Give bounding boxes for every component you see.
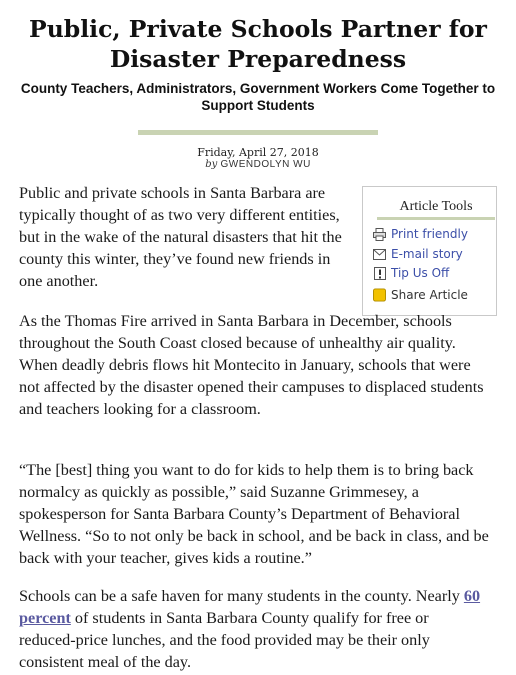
article-tools-underline: [377, 217, 495, 220]
article-date: Friday, April 27, 2018: [197, 146, 319, 159]
sixty-percent-link[interactable]: 60 percent: [19, 587, 481, 627]
share-article-link[interactable]: [373, 288, 468, 302]
email-story-label: E-mail story: [391, 247, 463, 261]
paragraph-1-text: Public and private schools in Santa Barbara are typically thought of as two very different entities, but in the wake of the natural disasters that hit the county this winter, they’ve found new friends in one another.: [19, 184, 342, 290]
print-friendly-link[interactable]: [373, 227, 468, 241]
share-icon: [373, 288, 386, 302]
article-tools-box: [362, 186, 497, 316]
author-name: GWENDOLYN WU: [220, 159, 311, 170]
printer-icon: [373, 227, 386, 241]
paragraph-2-text: As the Thomas Fire arrived in Santa Barbara in December, schools throughout the South Coast closed because of unhealthy air quality. When deadly debris flows hit Montecito in January, schools that were not affected by the disaster opened their campuses to displaced students and teachers looking for a classroom.: [19, 312, 484, 418]
print-friendly-label: Print friendly: [391, 227, 468, 241]
article-tools-title: Article Tools: [399, 199, 473, 214]
paragraph-4-end: of students in Santa Barbara County qualify for free or reduced-price lunches, and the food provided may be their only consistent meal of the day.: [19, 609, 430, 671]
article-headline: Public, Private Schools Partner for Disaster Preparedness: [29, 15, 487, 73]
envelope-icon: [373, 247, 386, 261]
paragraph-4: [19, 585, 489, 673]
alert-icon: [373, 266, 386, 280]
paragraph-1: [19, 182, 349, 292]
paragraph-4-text: [19, 585, 489, 673]
paragraph-2: [19, 310, 489, 420]
article-deck: County Teachers, Administrators, Government Workers Come Together to Support Students: [20, 81, 496, 113]
paragraph-3-text: “The [best] thing you want to do for kids to help them is to bring back normalcy as quickly as possible,” said Suzanne Grimmesey, a spokesperson for Santa Barbara County’s Department of Behavioral Wellness. “So to not only be back in school, and be back in class, and be back with your teacher, gives kids a routine.”: [19, 461, 489, 567]
tip-us-off-link[interactable]: [373, 266, 449, 280]
paragraph-4-start: Schools can be a safe haven for many students in the county. Nearly: [19, 587, 464, 605]
share-article-label: Share Article: [391, 288, 468, 302]
tip-us-off-label: Tip Us Off: [391, 266, 450, 280]
email-story-link[interactable]: [373, 247, 463, 261]
divider-rule: [138, 130, 378, 135]
byline: [0, 159, 516, 171]
byline-by: by: [205, 159, 218, 170]
paragraph-3: [19, 459, 497, 569]
